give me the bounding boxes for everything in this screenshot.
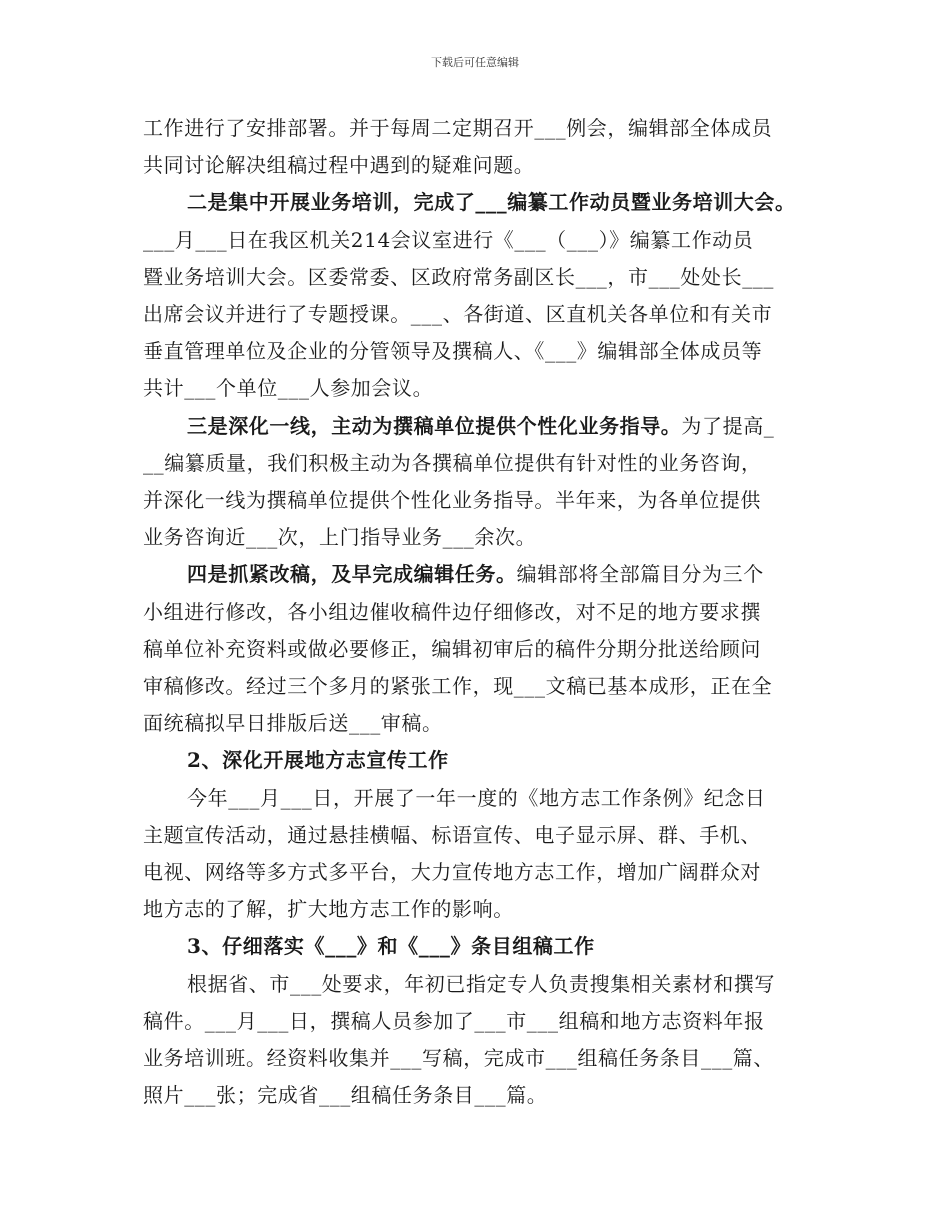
bold-lead: 2、深化开展地方志宣传工作: [187, 748, 449, 773]
text-line: [143, 408, 823, 445]
line-text: 出席会议并进行了专题授课。___、各街道、区直机关各单位和有关市: [143, 302, 773, 327]
line-text: 为了提高_: [681, 413, 775, 438]
bold-lead: 四是抓紧改稿，及早完成编辑任务。: [187, 562, 517, 587]
bold-lead: 二是集中开展业务培训，完成了___编纂工作动员暨业务培训大会。: [187, 190, 796, 215]
line-text: 共同讨论解决组稿过程中遇到的疑难问题。: [143, 153, 535, 178]
text-line: [143, 1003, 823, 1040]
text-line: [143, 296, 823, 333]
page-header: 下载后可任意编辑: [431, 56, 519, 69]
text-line: [143, 817, 823, 854]
text-line: [143, 854, 823, 891]
bold-lead: 三是深化一线，主动为撰稿单位提供个性化业务指导。: [187, 413, 682, 438]
line-text: 今年___月___日，开展了一年一度的《地方志工作条例》纪念日: [187, 785, 766, 810]
line-text: 编辑部将全部篇目分为三个: [516, 562, 764, 587]
line-text: ___月___日在我区机关214会议室进行《___（___）》编纂工作动员: [143, 227, 754, 252]
text-line: [143, 631, 823, 668]
text-line: [143, 259, 823, 296]
line-text: 根据省、市___处要求，年初已指定专人负责搜集相关素材和撰写: [187, 971, 775, 996]
line-text: 地方志的了解，扩大地方志工作的影响。: [143, 897, 514, 922]
text-line: [143, 966, 823, 1003]
text-line: [143, 891, 823, 928]
text-line: [143, 519, 823, 556]
line-text: 主题宣传活动，通过悬挂横幅、标语宣传、电子显示屏、群、手机、: [143, 822, 761, 847]
line-text: 小组进行修改，各小组边催收稿件边仔细修改，对不足的地方要求撰: [143, 599, 761, 624]
text-line: [143, 1040, 823, 1077]
text-line: [143, 110, 823, 147]
line-text: 并深化一线为撰稿单位提供个性化业务指导。半年来，为各单位提供: [143, 488, 761, 513]
text-line: [143, 928, 823, 965]
text-line: [143, 705, 823, 742]
document-body: [143, 110, 823, 1114]
line-text: 垂直管理单位及企业的分管领导及撰稿人、《___》编辑部全体成员等: [143, 339, 763, 364]
text-line: [143, 333, 823, 370]
text-line: [143, 1077, 823, 1114]
line-text: 共计___个单位___人参加会议。: [143, 376, 434, 401]
text-line: [143, 780, 823, 817]
text-line: [143, 556, 823, 593]
line-text: 稿件。___月___日，撰稿人员参加了___市___组稿和地方志资料年报: [143, 1008, 765, 1033]
line-text: __编纂质量，我们积极主动为各撰稿单位提供有针对性的业务咨询，: [143, 450, 762, 475]
text-line: [143, 742, 823, 779]
text-line: [143, 222, 823, 259]
line-text: 照片___张；完成省___组稿任务条目___篇。: [143, 1083, 548, 1108]
line-text: 面统稿拟早日排版后送___审稿。: [143, 711, 443, 736]
line-text: 业务培训班。经资料收集并___写稿，完成市___组稿任务条目___篇、: [143, 1046, 774, 1071]
text-line: [143, 445, 823, 482]
line-text: 工作进行了安排部署。并于每周二定期召开___例会，编辑部全体成员: [143, 116, 773, 140]
line-text: 电视、网络等多方式多平台，大力宣传地方志工作，增加广阔群众对: [143, 860, 761, 885]
text-line: [143, 184, 823, 221]
text-line: [143, 482, 823, 519]
line-text: 审稿修改。经过三个多月的紧张工作，现___文稿已基本成形，正在全: [143, 674, 773, 699]
line-text: 业务咨询近___次，上门指导业务___余次。: [143, 525, 537, 550]
text-line: [143, 370, 823, 407]
text-line: [143, 668, 823, 705]
line-text: 暨业务培训大会。区委常委、区政府常务副区长___，市___处处长___: [143, 264, 774, 289]
text-line: [143, 594, 823, 631]
bold-lead: 3、仔细落实《___》和《___》条目组稿工作: [187, 934, 595, 959]
line-text: 稿单位补充资料或做必要修正，编辑初审后的稿件分期分批送给顾问: [143, 636, 761, 661]
text-line: [143, 147, 823, 184]
